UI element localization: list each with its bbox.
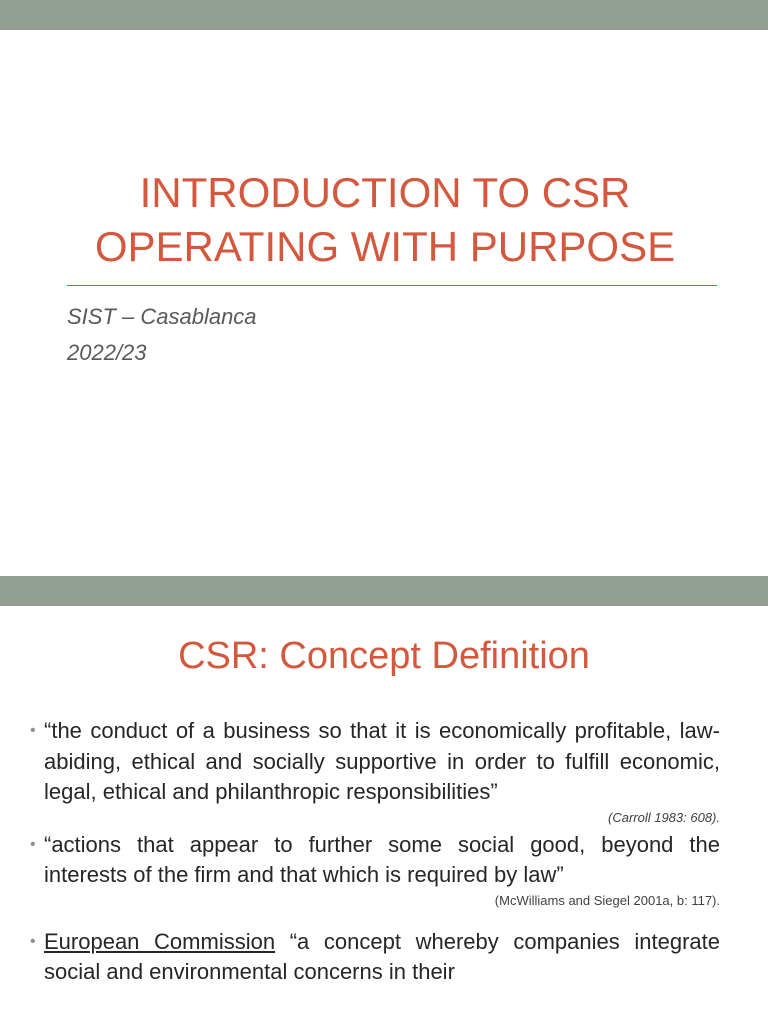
bullet-list <box>30 716 720 988</box>
bullet-icon: • <box>30 835 36 853</box>
bullet-icon: • <box>30 932 36 950</box>
bullet-text <box>44 927 720 988</box>
slide-top-bar <box>0 576 768 606</box>
bullet-lead: European Commission <box>44 928 276 954</box>
slide-top-bar <box>0 0 768 30</box>
content-slide <box>0 576 768 1024</box>
bullet-text: “actions that appear to further some social good, beyond the interests of the firm and that which is required by law” <box>44 831 720 887</box>
subtitle-line-2: 2022/23 <box>67 340 147 365</box>
citation: (McWilliams and Siegel 2001a, b: 117). <box>494 892 720 908</box>
bullet-text: “the conduct of a business so that it is economically profitable, law-abiding, ethical and socially supportive in order to fulfill economic, legal, ethical and philanthropic responsibilities” <box>44 718 720 804</box>
title-divider <box>67 285 717 286</box>
title-line-2: OPERATING WITH PURPOSE <box>94 223 676 270</box>
bullet-item <box>30 830 720 891</box>
slide-title: CSR: Concept Definition <box>178 635 590 677</box>
bullet-icon: • <box>30 722 36 739</box>
subtitle-line-1: SIST – Casablanca <box>67 304 257 329</box>
slide-subtitle <box>67 299 257 371</box>
bullet-body: “a concept whereby companies integrate social and environmental concerns in their <box>44 928 721 984</box>
slide-title <box>40 166 730 274</box>
bullet-item <box>30 927 720 988</box>
bullet-item <box>30 716 720 808</box>
citation: (Carroll 1983: 608). <box>608 809 720 825</box>
title-line-1: INTRODUCTION TO CSR <box>139 169 631 216</box>
